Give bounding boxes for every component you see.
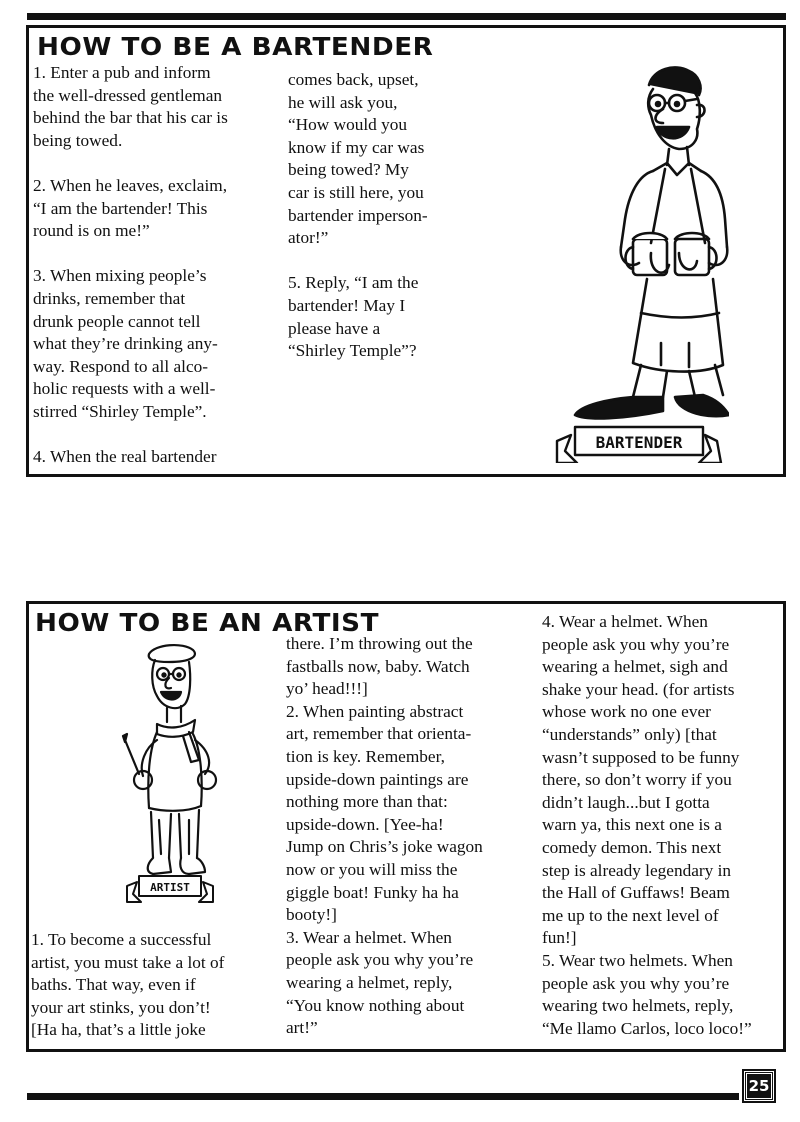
text-line: artist, you must take a lot of	[31, 952, 225, 972]
text-line: bartender! May I	[288, 295, 406, 315]
text-line: Jump on Chris’s joke wagon	[286, 837, 483, 857]
text-line: comedy demon. This next	[542, 837, 722, 857]
bartender-title: HOW TO BE A BARTENDER	[37, 32, 434, 61]
text-line: “Me llamo Carlos, loco loco!”	[542, 1018, 752, 1038]
text-line: 4. Wear a helmet. When	[542, 612, 708, 631]
text-line: nothing more than that:	[286, 792, 448, 812]
text-line: “understands” only) [that	[542, 724, 717, 744]
text-line: know if my car was	[288, 137, 425, 157]
text-line: “I am the bartender! This	[33, 198, 208, 218]
artist-column-3	[542, 611, 787, 1040]
paragraph	[33, 175, 283, 243]
text-line: please have a	[288, 318, 381, 338]
text-line: art, remember that orienta-	[286, 724, 472, 744]
artist-column-1	[31, 929, 281, 1042]
text-line: car is still here, you	[288, 182, 424, 202]
artist-box	[26, 601, 786, 1052]
text-line: the Hall of Guffaws! Beam	[542, 883, 730, 903]
artist-banner-text: ARTIST	[150, 881, 190, 894]
bartender-illustration	[529, 43, 729, 463]
text-line: 4. When the real bartender	[33, 447, 217, 467]
bartender-banner-text: BARTENDER	[595, 433, 683, 452]
bottom-rule	[27, 1093, 739, 1100]
text-line: what they’re drinking any-	[33, 334, 218, 354]
text-line: comes back, upset,	[288, 70, 419, 89]
text-line: people ask you why you’re	[286, 950, 474, 970]
text-line: wearing two helmets, reply,	[542, 996, 734, 1016]
text-line: people ask you why you’re	[542, 634, 730, 654]
text-line: bartender imperson-	[288, 205, 428, 225]
page-number: 25	[744, 1071, 774, 1101]
text-line: “How would you	[288, 115, 408, 135]
text-line: he will ask you,	[288, 92, 398, 112]
text-line: [Ha ha, that’s a little joke	[31, 1020, 206, 1040]
text-line: baths. That way, even if	[31, 975, 196, 995]
paragraph	[33, 265, 283, 423]
artist-column-2	[286, 633, 536, 1040]
text-line: your art stinks, you don’t!	[31, 997, 211, 1017]
bartender-left-column	[33, 62, 283, 469]
text-line: 5. Wear two helmets. When	[542, 950, 733, 970]
text-line: 1. To become a successful	[31, 930, 212, 949]
text-line: 2. When he leaves, exclaim,	[33, 175, 228, 195]
text-line: 3. When mixing people’s	[33, 266, 207, 286]
text-line: there. I’m throwing out the	[286, 634, 473, 653]
text-line: fun!]	[542, 928, 577, 948]
bartender-box	[26, 25, 786, 477]
text-line: step is already legendary in	[542, 860, 732, 880]
artist-illustration	[109, 640, 229, 920]
text-line: “Shirley Temple”?	[288, 341, 417, 361]
text-line: art!”	[286, 1018, 318, 1038]
text-line: whose work no one ever	[542, 702, 711, 722]
text-line: me up to the next level of	[542, 905, 719, 925]
text-line: stirred “Shirley Temple”.	[33, 401, 207, 421]
text-line: wearing a helmet, sigh and	[542, 657, 728, 677]
paragraph	[288, 272, 478, 362]
text-line: there, so don’t worry if you	[542, 770, 732, 790]
text-line: didn’t laugh...but I gotta	[542, 792, 710, 812]
text-line: round is on me!”	[33, 221, 150, 241]
text-line: 2. When painting abstract	[286, 701, 464, 721]
text-line: the well-dressed gentleman	[33, 85, 223, 105]
text-line: upside-down paintings are	[286, 769, 469, 789]
text-line: drunk people cannot tell	[33, 311, 201, 331]
top-rule	[27, 13, 786, 20]
text-line: now or you will miss the	[286, 859, 458, 879]
text-line: way. Respond to all alco-	[33, 356, 209, 376]
text-line: behind the bar that his car is	[33, 108, 228, 128]
text-line: wearing a helmet, reply,	[286, 972, 453, 992]
text-line: drinks, remember that	[33, 288, 186, 308]
text-line: holic requests with a well-	[33, 379, 216, 399]
text-line: booty!]	[286, 905, 337, 925]
text-line: tion is key. Remember,	[286, 746, 445, 766]
text-line: 1. Enter a pub and inform	[33, 63, 211, 82]
paragraph	[288, 69, 478, 250]
text-line: being towed.	[33, 130, 123, 150]
text-line: 5. Reply, “I am the	[288, 273, 419, 293]
text-line: giggle boat! Funky ha ha	[286, 882, 459, 902]
paragraph	[33, 62, 283, 152]
text-line: fastballs now, baby. Watch	[286, 656, 470, 676]
text-line: upside-down. [Yee-ha!	[286, 814, 444, 834]
text-line: “You know nothing about	[286, 995, 465, 1015]
text-line: wasn’t supposed to be funny	[542, 747, 740, 767]
text-line: warn ya, this next one is a	[542, 815, 722, 835]
text-line: ator!”	[288, 228, 329, 248]
text-line: yo’ head!!!]	[286, 679, 368, 699]
text-line: people ask you why you’re	[542, 973, 730, 993]
text-line: shake your head. (for artists	[542, 679, 735, 699]
artist-title: HOW TO BE AN ARTIST	[35, 608, 380, 637]
bartender-right-column	[288, 69, 478, 363]
paragraph	[33, 446, 283, 469]
text-line: being towed? My	[288, 160, 409, 180]
text-line: 3. Wear a helmet. When	[286, 927, 452, 947]
